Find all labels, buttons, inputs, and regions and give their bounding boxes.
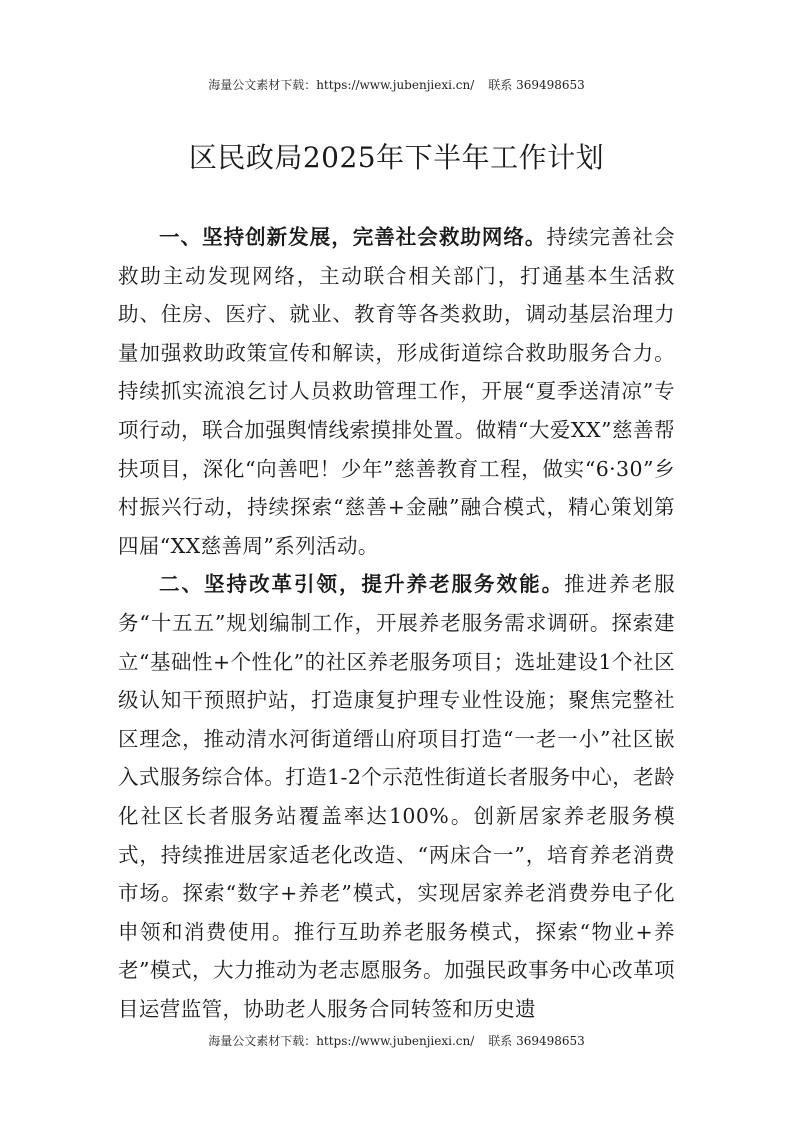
paragraph-2 <box>118 565 675 1028</box>
paragraph-1-lead: 一、坚持创新发展，完善社会救助网络。 <box>159 225 547 249</box>
paragraph-1 <box>118 218 675 565</box>
page-footer <box>0 1032 793 1049</box>
paragraph-2-text: 推进养老服务“十五五”规划编制工作，开展养老服务需求调研。探索建立“基础性+个性化”的社区养老服务项目；选址建设1个社区级认知干预照护站，打造康复护理专业性设施；聚焦完整社区理念，推动清水河街道缙山府项目打造“一老一小”社区嵌入式服务综合体。打造1-2个示范性街道长者服务中心，老龄化社区长者服务站覆盖率达100%。创新居家养老服务模式，持续推进居家适老化改造、“两床合一”，培育养老消费市场。探索“数字+养老”模式，实现居家养老消费券电子化申领和消费使用。推行互助养老服务模式，探索“物业+养老”模式，大力推动为老志愿服务。加强民政事务中心改革项目运营监管，协助老人服务合同转签和历史遗 <box>118 572 675 1021</box>
document-title: 区民政局2025年下半年工作计划 <box>188 141 605 174</box>
footer-label: 海量公文素材下载：https://www.jubenjiexi.cn/ <box>208 1034 475 1048</box>
document-body <box>118 218 675 1028</box>
paragraph-1-text: 持续完善社会救助主动发现网络，主动联合相关部门，打通基本生活救助、住房、医疗、就业、教育等各类救助，调动基层治理力量加强救助政策宣传和解读，形成街道综合救助服务合力。持续抓实流浪乞讨人员救助管理工作，开展“夏季送清凉”专项行动，联合加强舆情线索摸排处置。做精“大爱XX”慈善帮扶项目，深化“向善吧！少年”慈善教育工程，做实“6·30”乡村振兴行动，持续探索“慈善+金融”融合模式，精心策划第四届“XX慈善周”系列活动。 <box>118 225 675 558</box>
header-label: 海量公文素材下载：https://www.jubenjiexi.cn/ <box>208 78 475 92</box>
footer-contact: 联系 369498653 <box>488 1034 585 1048</box>
paragraph-2-lead: 二、坚持改革引领，提升养老服务效能。 <box>159 572 565 597</box>
page-header <box>0 76 793 93</box>
header-contact: 联系 369498653 <box>488 78 585 92</box>
